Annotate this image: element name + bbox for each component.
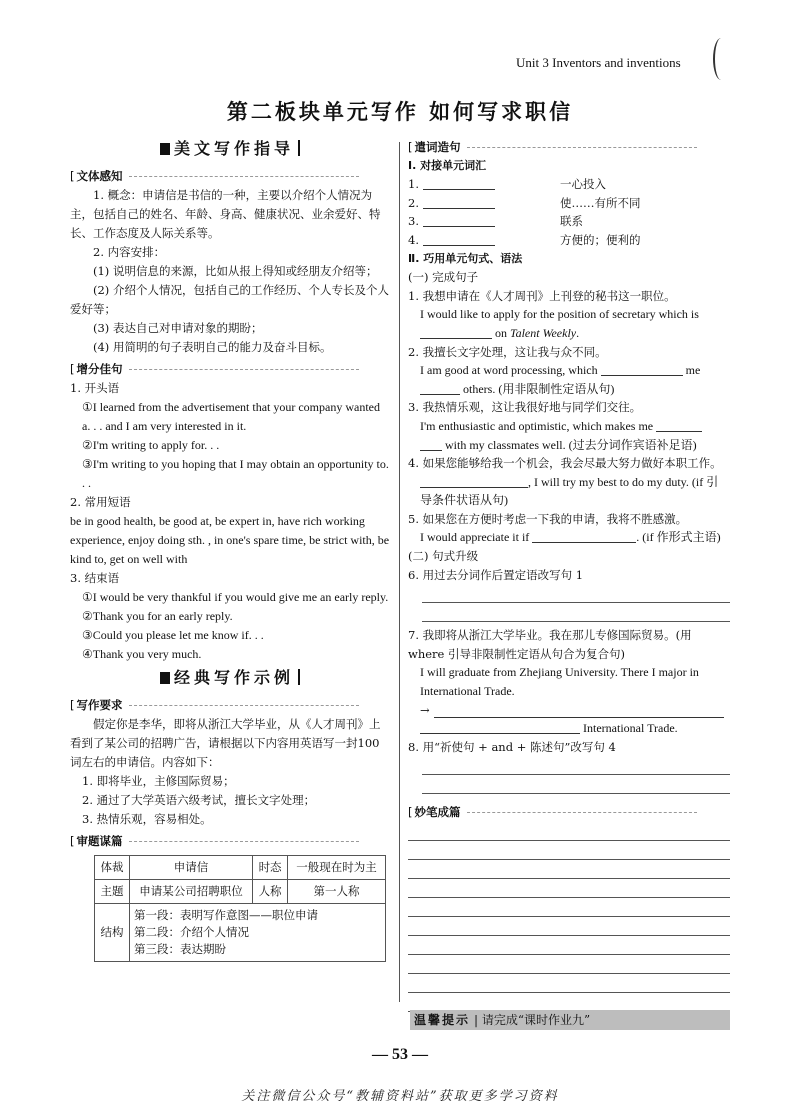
bookmark-icon xyxy=(160,143,170,155)
example-heading: 经典写作示例 xyxy=(70,668,390,687)
genre-concept: 1. 概念：申请信是书信的一种，主要以介绍个人情况为主，包括自己的姓名、年龄、身高、健康状况、业余爱好、特长、工作态度及人际关系等。 xyxy=(70,188,381,240)
sentence-5-en: I would appreciate it if . (if 作形式主语) xyxy=(420,530,721,545)
closing-sentence: ①I would be very thankful if you would give me an early reply. xyxy=(82,590,389,604)
sentence-5-cn: 5. 如果您在方便时考虑一下我的申请，我将不胜感激。 xyxy=(408,511,688,526)
vocab-answer-blank[interactable] xyxy=(423,176,495,190)
phrases-tag: [ 增分佳句 xyxy=(70,360,359,379)
vocab-row: 3. 联系 xyxy=(408,214,583,229)
answer-blank[interactable] xyxy=(420,720,580,734)
upgrade-7-en: I will graduate from Zhejiang University. There I major in International Trade. xyxy=(420,665,699,699)
closing-sentence: ④Thank you very much. xyxy=(82,647,202,661)
sentence-4-en: , I will try my best to do my duty. (if 引导条件状语从句) xyxy=(420,474,719,508)
requirement-item: 2. 通过了大学英语六级考试，擅长文字处理； xyxy=(82,793,316,807)
tip-text: 请完成“课时作业九” xyxy=(481,1013,591,1027)
answer-blank[interactable] xyxy=(420,437,442,451)
sentence-2-en: I am good at word processing, which me others. (用非限制性定语从句) xyxy=(420,363,701,396)
answer-line[interactable] xyxy=(422,756,730,775)
unit-header: Unit 3 Inventors and inventions xyxy=(516,55,681,70)
plan-tag: [ 审题谋篇 xyxy=(70,832,359,851)
vocab-row: 2. 使……有所不同 xyxy=(408,195,641,210)
answer-blank[interactable] xyxy=(420,381,460,395)
sentence-3-cn: 3. 我热情乐观，这让我很好地与同学们交往。 xyxy=(408,400,642,415)
composition-area[interactable] xyxy=(408,822,730,1012)
header-arc-decoration xyxy=(713,38,729,80)
opening-sentence: ③I'm writing to you hoping that I may obtain an opportunity to. . . xyxy=(82,457,389,490)
closing-sentence: ③Could you please let me know if. . . xyxy=(82,628,264,642)
answer-blank[interactable] xyxy=(532,529,636,543)
sentence-2-cn: 2. 我擅长文字处理，这让我与众不同。 xyxy=(408,344,607,359)
upgrade-8: 8. 用“祈使句 + and + 陈述句”改写句 4 xyxy=(408,739,616,754)
page-title: 第二板块单元写作 如何写求职信 xyxy=(226,99,574,124)
opening-heading: 1. 开头语 xyxy=(70,381,120,395)
genre-item: (2) 介绍个人情况，包括自己的工作经历、个人专长及个人爱好等； xyxy=(70,283,389,316)
answer-line[interactable] xyxy=(422,603,730,622)
part2-heading: Ⅱ. 巧用单元句式、语法 xyxy=(408,251,523,265)
upgrade-7-cn: 7. 我即将从浙江大学毕业。我在那儿专修国际贸易。(用 where 引导非限制性定语从句合为复合句) xyxy=(408,628,692,661)
genre-item: (4) 用简明的句子表明自己的能力及奋斗目标。 xyxy=(93,340,332,354)
sub1-heading: (一) 完成句子 xyxy=(408,270,479,285)
vocab-answer-blank[interactable] xyxy=(423,232,495,246)
genre-item: (1) 说明信息的来源，比如从报上得知或经朋友介绍等； xyxy=(93,264,378,278)
vocab-row: 4. 方便的；便利的 xyxy=(408,232,641,247)
answer-blank[interactable] xyxy=(420,474,528,488)
closing-sentence: ②Thank you for an early reply. xyxy=(82,609,233,623)
answer-blank[interactable] xyxy=(656,418,702,432)
left-column xyxy=(70,135,390,962)
requirement-text: 假定你是李华，即将从浙江大学毕业，从《人才周刊》上看到了某公司的招聘广告，请根据以下内容用英语写一封100词左右的申请信。内容如下： xyxy=(70,717,381,769)
genre-tag: [ 文体感知 xyxy=(70,167,359,186)
right-column xyxy=(408,135,730,1012)
answer-blank[interactable] xyxy=(601,362,683,376)
opening-sentence: ②I'm writing to apply for. . . xyxy=(82,438,220,452)
vocab-row: 1. 一心投入 xyxy=(408,177,606,192)
tip-label: 温馨提示 xyxy=(414,1013,471,1027)
sentence-1-en: I would like to apply for the position of secretary which is on Talent Weekly. xyxy=(420,307,699,340)
table-row: 体裁 申请信 时态 一般现在时为主 xyxy=(95,856,386,880)
table-row: 结构 第一段：表明写作意图——职位申请 第二段：介绍个人情况 第三段：表达期盼 xyxy=(95,904,386,962)
answer-line[interactable] xyxy=(422,775,730,794)
sentence-1-cn: 1. 我想申请在《人才周刊》上刊登的秘书这一职位。 xyxy=(408,288,676,303)
answer-blank[interactable] xyxy=(434,704,724,718)
guide-heading: 美文写作指导 xyxy=(70,139,390,158)
part1-heading: Ⅰ. 对接单元词汇 xyxy=(408,158,487,172)
answer-line[interactable] xyxy=(422,584,730,603)
upgrade-7-arrow-row: → xyxy=(408,701,730,720)
footer-note: 关注微信公众号“教辅资料站”获取更多学习资料 xyxy=(241,1089,559,1104)
genre-arrangement: 2. 内容安排： xyxy=(93,245,166,259)
phrases-heading: 2. 常用短语 xyxy=(70,495,131,509)
opening-sentence: ①I learned from the advertisement that your company wanted a. . . and I am very interested in it. xyxy=(82,400,380,433)
sub2-heading: (二) 句式升级 xyxy=(408,549,479,564)
vocab-answer-blank[interactable] xyxy=(423,195,495,209)
page-number: — 53 — xyxy=(372,1046,428,1063)
requirement-item: 1. 即将毕业，主修国际贸易； xyxy=(82,774,235,788)
plan-table xyxy=(94,855,386,962)
upgrade-6: 6. 用过去分词作后置定语改写句 1 xyxy=(408,567,584,582)
common-phrases: be in good health, be good at, be expert in, have rich working experience, enjoy doing sth. , in one's spare time, be strict with, be kind to, get on well with xyxy=(70,514,390,566)
warm-tip-banner: 温馨提示 | 请完成“课时作业九” xyxy=(410,1010,730,1030)
vocab-answer-blank[interactable] xyxy=(423,213,495,227)
genre-item: (3) 表达自己对申请对象的期盼； xyxy=(93,321,263,335)
compose-tag: [ 妙笔成篇 xyxy=(408,803,697,822)
requirement-tag: [ 写作要求 xyxy=(70,696,359,715)
sentence-4-cn: 4. 如果您能够给我一个机会，我会尽最大努力做好本职工作。 xyxy=(408,456,722,471)
wording-tag: [ 遣词造句 xyxy=(408,138,697,157)
answer-blank[interactable] xyxy=(420,325,492,339)
table-row: 主题 申请某公司招聘职位 人称 第一人称 xyxy=(95,880,386,904)
sentence-3-en: I'm enthusiastic and optimistic, which makes me with my classmates well. (过去分词作宾语补足语) xyxy=(408,417,730,454)
upgrade-7-end-row: International Trade. xyxy=(408,719,730,738)
bookmark-icon xyxy=(160,672,170,684)
closing-heading: 3. 结束语 xyxy=(70,571,120,585)
requirement-item: 3. 热情乐观，容易相处。 xyxy=(82,812,212,826)
column-divider xyxy=(399,142,400,1002)
